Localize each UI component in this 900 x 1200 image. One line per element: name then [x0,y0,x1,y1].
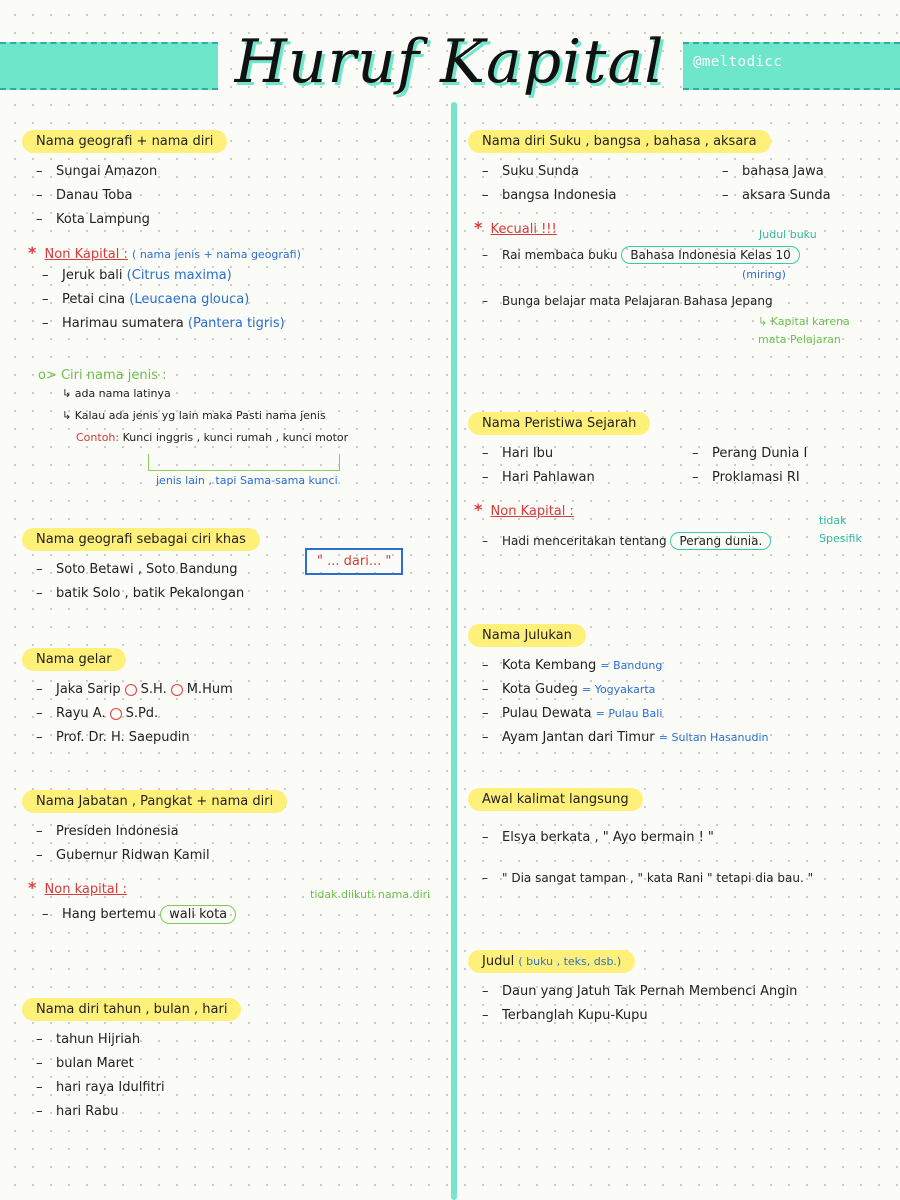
section-julukan [468,624,888,750]
circled-term: wali kota [160,905,236,924]
page-title: Huruf Kapital [234,27,665,97]
asterisk-icon: * [474,218,483,237]
bracket-shape [148,454,340,471]
section-heading: Nama diri tahun , bulan , hari [22,998,241,1021]
list-item: – bulan Maret [36,1056,134,1071]
section-kalimat-langsung [468,788,888,898]
section-heading: Nama geografi + nama diri [22,130,227,153]
list-item: – Proklamasi RI [692,470,800,485]
annotation-note: Judul buku [759,228,817,241]
comma-circle-icon [171,684,183,696]
list-item: – Kota Lampung [36,212,150,227]
list-item: – Kota Gudeg = Yogyakarta [482,682,656,697]
list-item: – Presiden Indonesia [36,824,179,839]
miring-note: (miring) [742,268,786,281]
list-item: – tahun Hijriah [36,1032,141,1047]
example-line: Contoh: Kunci inggris , kunci rumah , kunci motor [76,431,349,444]
section-judul [468,950,888,1028]
section-heading: Nama Peristiwa Sejarah [468,412,650,435]
column-divider [451,102,457,1200]
non-kapital-note: ( nama jenis + nama geografi) [132,248,301,261]
list-item: – Gubernur Ridwan Kamil [36,848,210,863]
asterisk-icon: * [28,878,37,897]
header-band-left [0,42,218,90]
section-heading: Awal kalimat langsung [468,788,643,811]
list-item: – hari Rabu [36,1104,119,1119]
comma-circle-icon [125,684,137,696]
list-item: – Hari Pahlawan [482,470,595,485]
circled-term: Bahasa Indonesia Kelas 10 [621,246,800,264]
section-heading: Nama gelar [22,648,126,671]
section-jabatan [22,790,287,868]
section-non-kapital-1 [28,243,301,336]
non-kapital-label: Non kapital : [44,882,127,897]
list-item: – Soto Betawi , Soto Bandung [36,562,238,577]
list-item: – Ayam Jantan dari Timur = Sultan Hasanudin [482,730,769,745]
list-item: – Hang bertemu wali kota [28,903,448,927]
list-item: – Harimau sumatera (Pantera tigris) [42,316,285,331]
list-item: – bahasa Jawa [722,164,824,179]
annotation-note: tidak diikuti nama diri [310,888,431,901]
section-non-kapital-3 [474,500,894,553]
kecuali-label: Kecuali !!! [490,222,557,237]
author-handle: @meltodicc [693,54,783,70]
list-item: – Rai membaca buku Bahasa Indonesia Kelas 10 [474,243,894,267]
section-suku-bangsa [468,130,888,208]
non-kapital-label: Non Kapital : [44,247,128,262]
section-heading: Nama Jabatan , Pangkat + nama diri [22,790,287,813]
list-item: – Danau Toba [36,188,133,203]
list-item: ↳ Kalau ada jenis yg lain maka Pasti nama jenis [62,409,326,422]
list-item: – Terbanglah Kupu-Kupu [482,1008,648,1023]
asterisk-icon: * [28,243,37,262]
annotation-note: tidak Spesifik [819,514,862,545]
section-ciri-nama-jenis [38,368,438,487]
section-heading: Nama Julukan [468,624,586,647]
list-item: – Jaka Sarip S.H. M.Hum [36,682,233,697]
circled-term: Perang dunia. [670,532,771,550]
bracket-note: jenis lain , tapi Sama-sama kunci [156,474,338,487]
list-item: – Suku Sunda [482,164,579,179]
section-tahun-bulan-hari [22,998,241,1124]
list-item: – Perang Dunia I [692,446,808,461]
list-item: – " Dia sangat tampan , " kata Rani " tetapi dia bau. " [482,871,814,885]
section-kecuali [474,218,894,349]
section-gelar [22,648,233,750]
section-heading: Nama geografi sebagai ciri khas [22,528,260,551]
section-geografi-nama-diri [22,130,227,232]
list-item: – Hari Ibu [482,446,554,461]
list-item: – Hadi menceritakan tentang Perang dunia. [474,529,894,553]
list-item: – Elsya berkata , " Ayo bermain ! " [482,830,714,845]
list-item: – bangsa Indonesia [482,188,617,203]
list-item: – aksara Sunda [722,188,831,203]
dari-box: " ... dari... " [305,548,403,575]
non-kapital-label: Non Kapital : [490,504,574,519]
list-item: – Pulau Dewata = Pulau Bali [482,706,663,721]
section-peristiwa-sejarah [468,412,888,490]
list-item: – Daun yang Jatuh Tak Pernah Membenci Angin [482,984,798,999]
list-item: – Prof. Dr. H. Saepudin [36,730,190,745]
ciri-label: o> Ciri nama jenis : [38,368,167,383]
list-item: – Sungai Amazon [36,164,158,179]
asterisk-icon: * [474,500,483,519]
section-non-kapital-2 [28,878,448,927]
comma-circle-icon [110,708,122,720]
section-heading: Nama diri Suku , bangsa , bahasa , aksara [468,130,771,153]
list-item: – Petai cina (Leucaena glouca) [42,292,250,307]
list-item: – Bunga belajar mata Pelajaran Bahasa Jepang [482,294,773,308]
annotation-note: ↳ Kapital karena mata Pelajaran [758,315,850,346]
section-heading: Judul ( buku , teks, dsb.) [468,950,635,973]
section-ciri-khas [22,528,260,606]
list-item: ↳ ada nama latinya [62,387,171,400]
list-item: – Rayu A. S.Pd. [36,706,159,721]
list-item: – Kota Kembang = Bandung [482,658,663,673]
list-item: – batik Solo , batik Pekalongan [36,586,245,601]
list-item: – Jeruk bali (Citrus maxima) [42,268,232,283]
list-item: – hari raya Idulfitri [36,1080,165,1095]
